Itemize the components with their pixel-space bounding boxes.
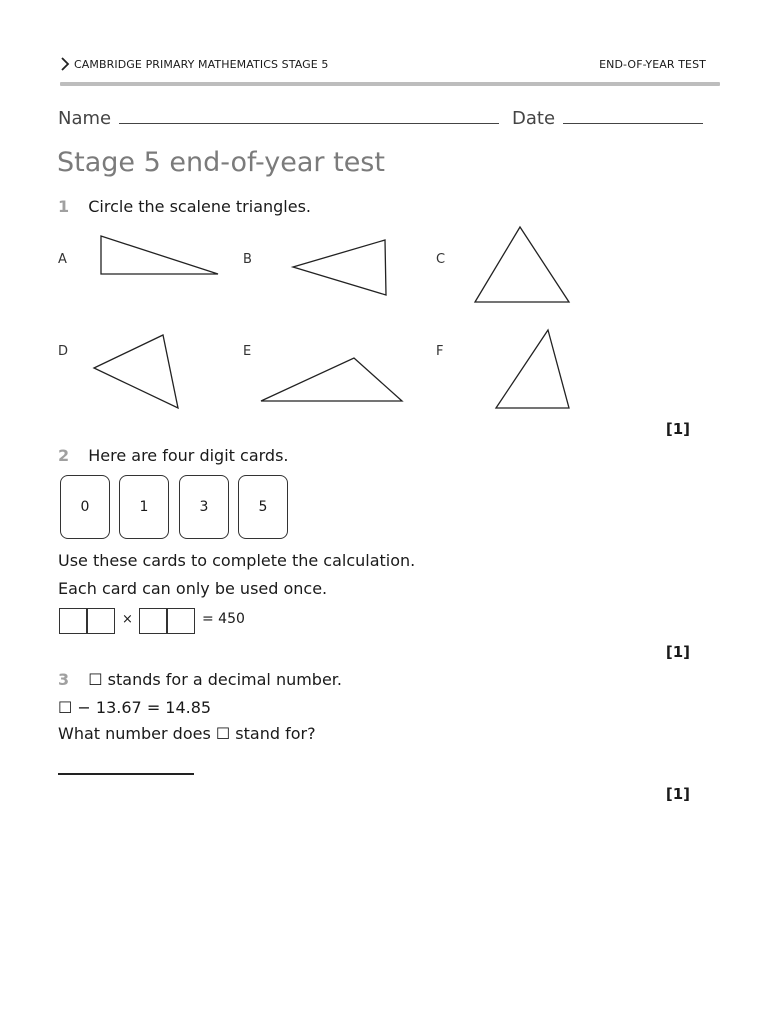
header-course-title: CAMBRIDGE PRIMARY MATHEMATICS STAGE 5 [74,58,329,71]
date-label: Date [512,108,556,129]
question-text: Circle the scalene triangles. [88,197,311,216]
triangle-label-c: C [436,252,446,267]
answer-box-1[interactable] [59,608,87,634]
question-number: 2 [58,446,70,465]
triangle-c[interactable] [475,227,569,302]
triangle-a[interactable] [101,236,218,274]
digit-card-0[interactable]: 0 [60,475,110,539]
marks-q3: [1] [665,785,690,803]
page-title: Stage 5 end-of-year test [57,147,385,178]
triangle-label-b: B [243,252,252,267]
digit-card-5[interactable]: 5 [238,475,288,539]
marks-q2: [1] [665,643,690,661]
triangle-e[interactable] [261,358,402,401]
digit-card-3[interactable]: 3 [179,475,229,539]
question-text: Here are four digit cards. [88,446,289,465]
question-3 [58,670,342,689]
answer-box-3[interactable] [139,608,167,634]
triangles-figure [0,0,768,440]
answer-write-line[interactable] [58,773,194,775]
question-2 [58,446,289,465]
triangle-label-f: F [436,344,444,359]
digit-card-1[interactable]: 1 [119,475,169,539]
name-label: Name [58,108,112,129]
question-number: 3 [58,670,70,689]
triangle-b[interactable] [293,240,386,295]
instruction-line-2: Each card can only be used once. [58,579,328,598]
answer-box-2[interactable] [87,608,115,634]
triangle-label-d: D [58,344,69,359]
question-text: ☐ stands for a decimal number. [88,670,342,689]
triangle-d[interactable] [94,335,178,408]
marks-q1: [1] [665,420,690,438]
header-test-title: END-OF-YEAR TEST [599,58,706,71]
question-prompt: What number does ☐ stand for? [58,724,316,743]
equation-result: = 450 [202,611,245,627]
times-sign: × [122,612,133,627]
question-number: 1 [58,197,70,216]
instruction-line-1: Use these cards to complete the calculation. [58,551,416,570]
equation: ☐ − 13.67 = 14.85 [58,698,212,717]
answer-box-4[interactable] [167,608,195,634]
triangle-f[interactable] [496,330,569,408]
triangle-label-e: E [243,344,252,359]
triangle-label-a: A [58,252,67,267]
